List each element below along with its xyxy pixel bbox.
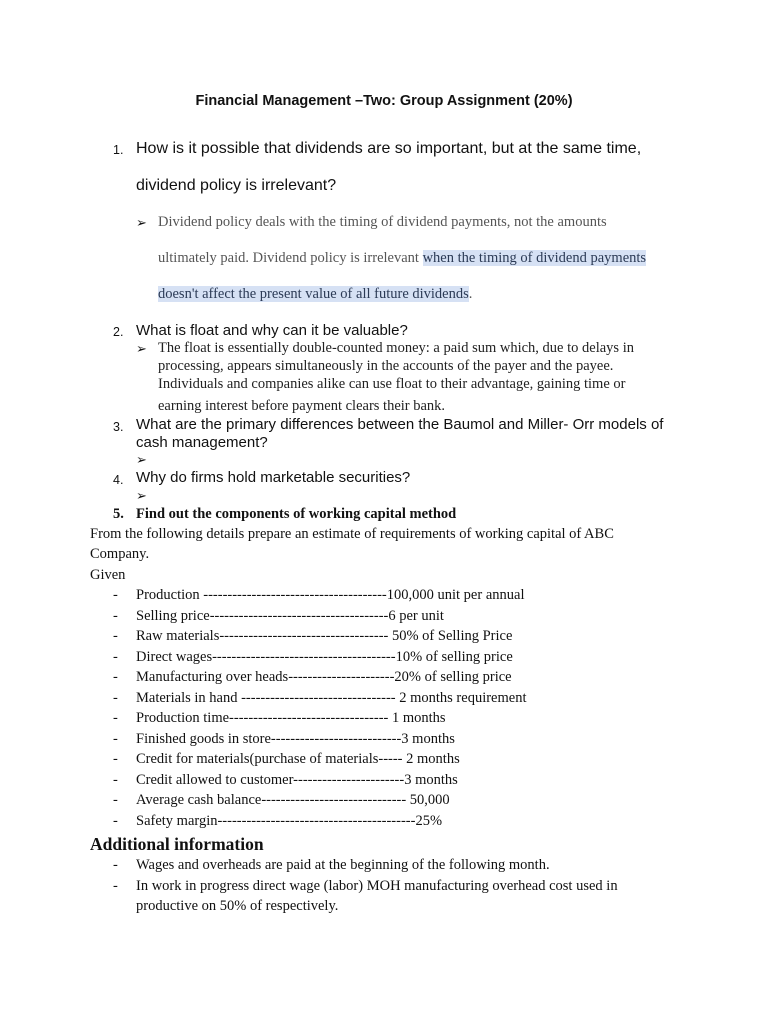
dash-bullet: - <box>113 628 118 644</box>
question-3-number: 3. <box>113 420 124 434</box>
question-1-line2: dividend policy is irrelevant? <box>136 177 337 194</box>
arrow-bullet-icon: ➢ <box>136 341 147 356</box>
additional-item-2-line1: In work in progress direct wage (labor) MOH manufacturing overhead cost used in <box>136 878 618 894</box>
answer-1-line3 <box>158 286 472 303</box>
question-1-number: 1. <box>113 143 124 157</box>
question-2-number: 2. <box>113 325 124 339</box>
given-item: Average cash balance------------------------------ 50,000 <box>136 792 450 808</box>
question-4-number: 4. <box>113 473 124 487</box>
answer-1-line1: Dividend policy deals with the timing of dividend payments, not the amounts <box>158 214 607 230</box>
given-item: Credit for materials(purchase of materials----- 2 months <box>136 751 460 767</box>
dash-bullet: - <box>113 792 118 808</box>
question-3-line1: What are the primary differences between the Baumol and Miller- Orr models of <box>136 416 664 433</box>
given-item: Materials in hand -------------------------------- 2 months requirement <box>136 690 527 706</box>
question-3-line2: cash management? <box>136 434 268 451</box>
answer-2-line1: The float is essentially double-counted money: a paid sum which, due to delays in <box>158 340 634 356</box>
question-5-text: Find out the components of working capital method <box>136 506 457 522</box>
given-label: Given <box>90 567 126 583</box>
given-item: Selling price-------------------------------------6 per unit <box>136 608 444 624</box>
dash-bullet: - <box>113 608 118 624</box>
given-item: Production time--------------------------------- 1 months <box>136 710 446 726</box>
dash-bullet: - <box>113 669 118 685</box>
dash-bullet: - <box>113 772 118 788</box>
dash-bullet: - <box>113 857 118 873</box>
intro-line2: Company. <box>90 546 150 562</box>
question-4-text: Why do firms hold marketable securities? <box>136 469 411 486</box>
answer-1-line2 <box>158 250 646 267</box>
additional-item-2-line2: productive on 50% of respectively. <box>136 898 339 914</box>
answer-2-line4: earning interest before payment clears their bank. <box>158 398 446 414</box>
answer-1-highlight-2: doesn't affect the present value of all future dividends <box>158 286 469 302</box>
answer-2-line2: processing, appears simultaneously in the accounts of the payer and the payee. <box>158 358 614 374</box>
answer-1-line3-end: . <box>468 286 473 302</box>
additional-info-heading: Additional information <box>90 834 264 854</box>
dash-bullet: - <box>113 731 118 747</box>
question-2-text: What is float and why can it be valuable? <box>136 322 408 339</box>
dash-bullet: - <box>113 878 118 894</box>
arrow-bullet-icon: ➢ <box>136 215 147 230</box>
given-item: Raw materials----------------------------------- 50% of Selling Price <box>136 628 513 644</box>
dash-bullet: - <box>113 690 118 706</box>
question-1-line1: How is it possible that dividends are so important, but at the same time, <box>136 140 642 157</box>
answer-2-line3: Individuals and companies alike can use float to their advantage, gaining time or <box>158 376 626 392</box>
given-item: Manufacturing over heads----------------------20% of selling price <box>136 669 512 685</box>
arrow-bullet-icon: ➢ <box>136 488 147 503</box>
dash-bullet: - <box>113 751 118 767</box>
dash-bullet: - <box>113 587 118 603</box>
given-item: Finished goods in store---------------------------3 months <box>136 731 455 747</box>
dash-bullet: - <box>113 649 118 665</box>
additional-item-1: Wages and overheads are paid at the beginning of the following month. <box>136 857 550 873</box>
intro-line1: From the following details prepare an estimate of requirements of working capital of ABC <box>90 526 614 542</box>
answer-1-highlight-1: when the timing of dividend payments <box>422 250 647 266</box>
given-item: Production --------------------------------------100,000 unit per annual <box>136 587 525 603</box>
given-item: Credit allowed to customer-----------------------3 months <box>136 772 458 788</box>
answer-1-line2-plain: ultimately paid. Dividend policy is irrelevant <box>158 250 423 266</box>
arrow-bullet-icon: ➢ <box>136 452 147 467</box>
given-item: Direct wages--------------------------------------10% of selling price <box>136 649 513 665</box>
question-5-number: 5. <box>113 506 124 522</box>
given-item: Safety margin-----------------------------------------25% <box>136 813 443 829</box>
dash-bullet: - <box>113 710 118 726</box>
dash-bullet: - <box>113 813 118 829</box>
document-title: Financial Management –Two: Group Assignment (20%) <box>195 93 573 109</box>
